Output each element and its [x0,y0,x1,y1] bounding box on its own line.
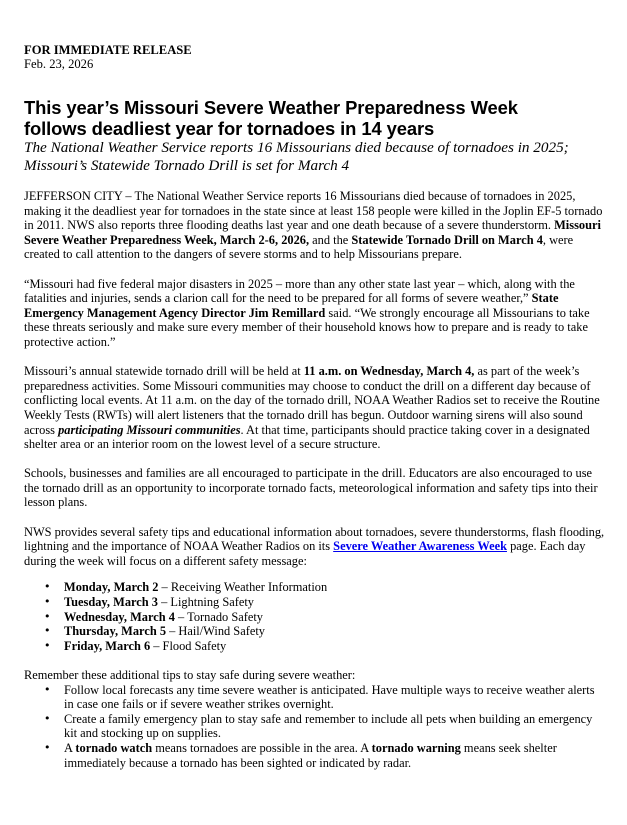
paragraph-drill [24,364,606,452]
list-item: • Follow local forecasts any time severe weather is anticipated. Have multiple ways to receive weather alerts in case one fails or if severe weather strikes overnight. [24,683,606,712]
list-item: • Create a family emergency plan to stay safe and remember to include all pets when building an emergency kit and stocking up on supplies. [24,712,606,741]
bold-text: Missouri Severe Weather Preparedness Week, March 2-6, 2026, [24,218,601,247]
release-label: FOR IMMEDIATE RELEASE [24,43,192,57]
paragraph-schools [24,466,606,510]
subheadline-line-1: The National Weather Service reports 16 Missourians died because of tornadoes in 2025; [24,139,569,156]
subheadline [24,139,606,175]
list-item [24,639,606,654]
bold-text: tornado warning [371,740,461,755]
daily-topics-list [24,580,606,653]
day-topic: – Lightning Safety [157,595,254,610]
text: A [64,740,76,755]
list-item [24,741,606,770]
release-date: Feb. 23, 2026 [24,57,94,71]
text: means seek shelter immediately because a tornado has been sighted or indicated by radar. [64,740,557,770]
text: Missouri’s annual statewide tornado drill will be held at [24,364,304,379]
text: “Missouri had five federal major disasters in 2025 – more than any other state last year – which, along with the fatalities and injuries, sends a clarion call for the need to be prepared for all forms of severe weather,” [24,276,575,306]
day-topic: – Hail/Wind Safety [166,624,265,639]
text: . At that time, participants should practice taking cover in a designated shelter area or an interior room on the lowest level of a secure structure. [24,422,590,452]
day-label: Thursday, March 5 [64,624,167,639]
text: JEFFERSON CITY – The National Weather Service reports 16 Missourians died because of tornadoes in 2025, making it the deadliest year for tornadoes in the state since at least 158 people were killed in the Joplin EF-5 tornado in 2011. NWS also reports three flooding deaths last year and one death because of a severe thunderstorm. [24,189,603,233]
day-label: Friday, March 6 [64,638,151,653]
bold-italic-text: participating Missouri communities [58,422,241,437]
text: NWS provides several safety tips and educational information about tornadoes, severe thunderstorms, flash flooding, lightning and the importance of NOAA Weather Radios on its [24,524,605,554]
paragraph-intro [24,189,606,262]
text: page. Each day during the week will focus on a different safety message: [24,539,586,568]
day-topic: – Tornado Safety [174,609,263,624]
list-item [24,624,606,639]
day-label: Tuesday, March 3 [64,595,158,610]
day-label: Wednesday, March 4 [64,609,175,624]
bold-text: tornado watch [75,740,153,755]
tips-intro: Remember these additional tips to stay safe during severe weather: [24,668,356,682]
text: Schools, businesses and families are all encouraged to participate in the drill. Educators are also encouraged to use the tornado drill as an opportunity to incorporate tornado facts, meteorological information and safety tips into their lesson plans. [24,466,598,510]
text: means tornadoes are possible in the area. A [152,740,372,755]
text: as part of the week’s preparedness activities. Some Missouri communities may choose to conduct the drill on a different day because of conflicting local events. At 11 a.m. on the day of the tornado drill, NOAA Weather Radios set to receive the Routine Weekly Tests (RWTs) will alert listeners that the tornado drill has begun. Outdoor warning sirens will also sound across [24,364,600,437]
safety-tips-list [24,683,606,771]
headline [24,97,606,139]
subheadline-line-2: Missouri’s Statewide Tornado Drill is set for March 4 [24,157,350,174]
bold-text: Statewide Tornado Drill on March 4 [351,232,543,247]
day-label: Monday, March 2 [64,580,159,595]
paragraph-nws [24,525,606,569]
list-item [24,580,606,595]
headline-line-2: follows deadliest year for tornadoes in 14 years [24,118,435,139]
paragraph-quote [24,277,606,350]
day-topic: – Flood Safety [150,638,227,653]
bold-text: State Emergency Management Agency Director Jim Remillard [24,291,559,320]
press-release [24,43,606,770]
text: , were created to call attention to the dangers of severe storms and to help Missourians prepare. [24,232,574,262]
severe-weather-awareness-week-link[interactable]: Severe Weather Awareness Week [333,539,507,554]
text: and the [309,232,352,247]
headline-line-1: This year’s Missouri Severe Weather Preparedness Week [24,97,518,118]
text: said. “We strongly encourage all Missourians to take these threats seriously and make sure every member of their household knows how to prepare and is ready to take protective action.” [24,305,590,349]
day-topic: – Receiving Weather Information [158,580,328,595]
bold-text: 11 a.m. on Wednesday, March 4, [303,364,475,379]
list-item [24,610,606,625]
list-item [24,595,606,610]
